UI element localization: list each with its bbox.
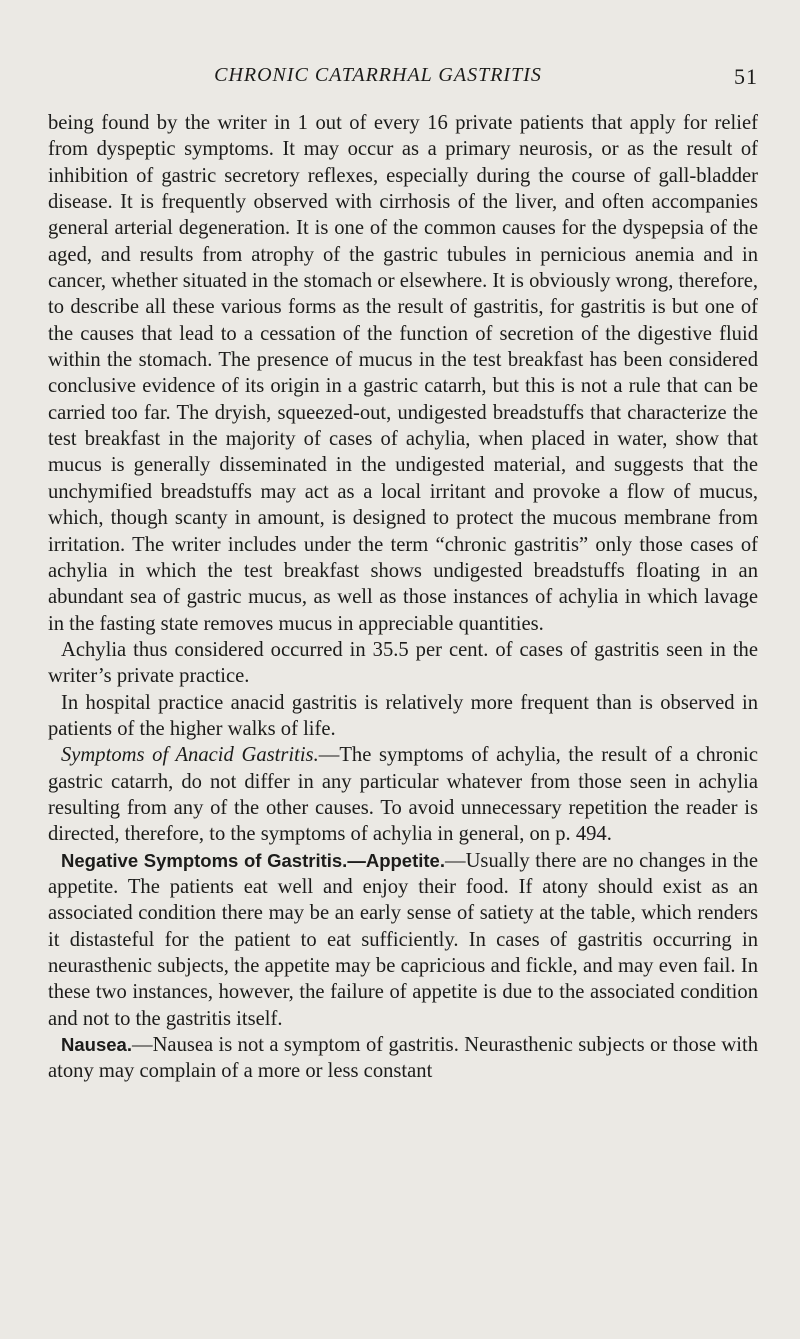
running-head <box>48 64 758 90</box>
paragraph-text: Achylia thus considered occurred in 35.5 per cent. of cases of gastritis seen in the writer’s private practice. <box>48 638 758 688</box>
paragraph-hospital-practice <box>48 690 758 743</box>
paragraph-achylia-causes <box>48 110 758 637</box>
paragraph-text: —Usually there are no changes in the appetite. The patients eat well and enjoy their food. If atony should exist as an associated condition there may be an early sense of satiety at the table, which renders it distasteful for the patient to eat sufficiently. In cases of gastritis occurring in neurasthenic subjects, the appetite may be capricious and fickle, and may even fail. In these two instances, however, the failure of appetite is due to the associated condition and not to the gastritis itself. <box>48 849 758 1030</box>
section-heading-symptoms: Symptoms of Anacid Gastritis. <box>61 744 319 767</box>
book-page <box>48 64 758 1085</box>
paragraph-text: being found by the writer in 1 out of every 16 private patients that apply for relief from dyspeptic symptoms. It may occur as a primary neurosis, or as the result of inhibition of gastric secretory reflexes, especially during the course of gall-bladder disease. It is frequently observed with cirrhosis of the liver, and often accompanies general arterial degeneration. It is one of the common causes for the dyspepsia of the aged, and results from atrophy of the gastric tubules in pernicious anemia and in cancer, whether situated in the stomach or elsewhere. It is obviously wrong, therefore, to describe all these various forms as the result of gastritis, for gastritis is but one of the causes that lead to a cessation of the function of secretion of the digestive fluid within the stomach. The presence of mucus in the test breakfast has been considered conclusive evidence of its origin in a gastric catarrh, but this is not a rule that can be carried too far. The dryish, squeezed-out, undigested breadstuffs that characterize the test breakfast in the majority of cases of achylia, when placed in water, show that mucus is generally disseminated in the undigested material, and suggests that the unchymified breadstuffs may act as a local irritant and provoke a flow of mucus, which, though scanty in amount, is designed to protect the mucous membrane from irritation. The writer includes under the term “chronic gastritis” only those cases of achylia in which the test breakfast shows undigested breadstuffs floating in an abundant sea of gastric mucus, as well as those instances of achylia in which lavage in the fasting state removes mucus in appreciable quantities. <box>48 112 758 635</box>
page-number: 51 <box>734 64 758 89</box>
body-text <box>48 110 758 1085</box>
subheading-nausea: Nausea. <box>61 1034 132 1056</box>
paragraph-text: —Nausea is not a symptom of gastritis. Neurasthenic subjects or those with atony may complain of a more or less constant <box>48 1034 758 1083</box>
paragraph-achylia-percentage <box>48 637 758 690</box>
paragraph-negative-symptoms <box>48 848 758 1032</box>
subheading-appetite: —Appetite. <box>347 849 445 871</box>
section-heading-negative-symptoms: Negative Symptoms of Gastritis. <box>61 849 348 871</box>
paragraph-text: In hospital practice anacid gastritis is relatively more frequent than is observed in patients of the higher walks of life. <box>48 691 758 740</box>
paragraph-text: —The symptoms of achylia, the result of a chronic gastric catarrh, do not differ in any particular whatever from those seen in achylia resulting from any of the other causes. To avoid unnecessary repetition the reader is directed, therefore, to the symptoms of achylia in general, on p. 494. <box>48 744 758 846</box>
paragraph-nausea <box>48 1032 758 1085</box>
running-title: CHRONIC CATARRHAL GASTRITIS <box>214 64 542 86</box>
paragraph-symptoms-anacid-gastritis <box>48 742 758 847</box>
